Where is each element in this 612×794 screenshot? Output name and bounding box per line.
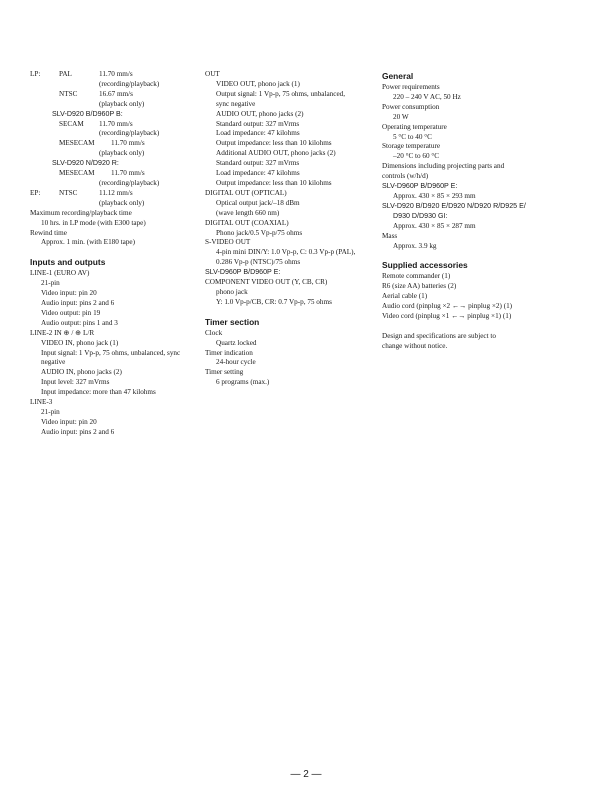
general-line: Mass [382,231,398,240]
accessory-item: Aerial cable (1) [382,292,428,301]
output-line: Y: 1.0 Vp-p/CB, CR: 0.7 Vp-p, 75 ohms [216,297,332,306]
io-line: VIDEO IN, phono jack (1) [41,338,119,347]
io-line: LINE-3 [30,398,53,407]
general-list [382,83,557,251]
speed-system: MESECAM [59,139,95,148]
speed-system: NTSC [59,89,78,98]
accessory-item: R6 (size AA) batteries (2) [382,282,457,291]
speed-row [30,120,195,130]
general-line: Power requirements [382,83,440,91]
io-line: Audio output: pins 1 and 3 [41,318,118,327]
general-line: Dimensions including projecting parts and [382,162,505,171]
page-number: — 2 — [290,769,322,780]
io-line: Input impedance: more than 47 kilohms [41,388,156,397]
accessories-list [382,272,557,322]
output-line: sync negative [216,99,256,108]
general-line: SLV-D960P B/D960P E: [382,182,458,191]
io-line: Audio input: pins 2 and 6 [41,427,115,436]
speed-note: (recording/playback) [99,129,160,138]
speed-note: (recording/playback) [99,79,160,88]
output-line: Standard output: 327 mVrms [216,159,300,168]
io-line: LINE-1 (EURO AV) [30,269,90,278]
timer-line: 6 programs (max.) [216,378,270,387]
io-line: Video input: pin 20 [41,417,97,426]
output-line: Phono jack/0.5 Vp-p/75 ohms [216,228,303,237]
speed-value: 11.70 mm/s [111,169,145,178]
io-line: AUDIO IN, phono jacks (2) [41,368,122,377]
speed-mode [30,120,42,130]
io-line: Video output: pin 19 [41,308,101,317]
output-line: Load impedance: 47 kilohms [216,169,300,178]
general-line: 5 °C to 40 °C [393,132,432,141]
accessory-item: Audio cord (pinplug ×2 ←→ pinplug ×2) (1) [382,302,513,311]
accessories-heading: Supplied accessories [382,260,468,271]
general-line: Approx. 430 × 85 × 287 mm [393,221,476,230]
output-line: COMPONENT VIDEO OUT (Y, CB, CR) [205,278,328,287]
note-line: change without notice. [382,341,448,350]
output-line: 0.286 Vp-p (NTSC)/75 ohms [216,258,301,267]
speed-system: PAL [59,70,72,78]
model-label: SLV-D920 B/D960P B: [52,109,123,118]
spec-note [382,332,557,352]
speed-note: (recording/playback) [99,178,160,187]
speed-note: (playback only) [99,99,145,108]
general-line: Operating temperature [382,122,447,131]
speed-value: 11.70 mm/s [111,139,145,148]
general-line: –20 °C to 60 °C [393,152,440,161]
speed-row [30,169,195,179]
speed-value: 11.70 mm/s [99,119,133,128]
output-line: Output impedance: less than 10 kilohms [216,139,332,148]
speed-row [30,90,195,100]
timer-line: Clock [205,328,223,337]
general-line: 220 – 240 V AC, 50 Hz [393,92,461,101]
general-line: D930 D/D930 GI: [393,211,448,220]
accessory-item: Video cord (pinplug ×1 ←→ pinplug ×1) (1) [382,312,512,321]
timer-line: Timer setting [205,368,244,377]
io-line: LINE-2 IN ⊕ / ⊕ L/R [30,328,95,337]
speed-value: 11.70 mm/s [99,70,133,78]
output-line: S-VIDEO OUT [205,238,251,247]
max-rec-value: 10 hrs. in LP mode (with E300 tape) [41,218,146,227]
outputs-list [205,70,375,308]
speed-value: 16.67 mm/s [99,89,133,98]
speed-mode: LP: [30,70,41,78]
output-line: Output signal: 1 Vp-p, 75 ohms, unbalanced, [216,89,346,98]
column-3 [382,70,557,352]
output-line: Output impedance: less than 10 kilohms [216,178,332,187]
io-line: 21-pin [41,279,60,288]
io-line: Input signal: 1 Vp-p, 75 ohms, unbalanced, sync [41,348,181,357]
general-line: controls (w/h/d) [382,172,429,181]
speed-note: (playback only) [99,149,145,158]
speed-row [30,70,195,80]
inputs-outputs-list [30,269,195,437]
inputs-outputs-heading: Inputs and outputs [30,257,106,268]
output-line: 4-pin mini DIN/Y: 1.0 Vp-p, C: 0.3 Vp-p (PAL), [216,248,356,257]
io-line: negative [41,358,66,367]
timer-list [205,329,375,388]
output-line: Load impedance: 47 kilohms [216,129,300,138]
io-line: Audio input: pins 2 and 6 [41,299,115,308]
output-line: DIGITAL OUT (COAXIAL) [205,218,289,227]
output-line: phono jack [216,287,248,296]
speed-value: 11.12 mm/s [99,188,133,197]
speed-system: MESECAM [59,169,95,178]
output-line: Standard output: 327 mVrms [216,119,300,128]
output-line: VIDEO OUT, phono jack (1) [216,79,300,88]
column-2 [205,70,375,388]
timer-line: Timer indication [205,348,253,357]
speed-mode [30,139,42,149]
speed-mode [30,90,42,100]
output-line: (wave length 660 nm) [216,208,280,217]
output-line: SLV-D960P B/D960P E: [205,268,281,277]
output-line: OUT [205,70,220,78]
output-line: Optical output jack/–18 dBm [216,198,300,207]
model-label: SLV-D920 N/D920 R: [52,159,119,168]
rewind-value: Approx. 1 min. (with E180 tape) [41,238,136,247]
output-line: AUDIO OUT, phono jacks (2) [216,109,304,118]
general-line: 20 W [393,112,409,121]
column-1 [30,70,195,438]
general-line: Storage temperature [382,142,441,151]
tape-speed-table [30,70,195,209]
note-line: Design and specifications are subject to [382,331,496,340]
io-line: Input level: 327 mVrms [41,378,110,387]
general-line: Power consumption [382,102,440,111]
io-line: 21-pin [41,408,60,416]
speed-mode [30,169,42,179]
speed-system: NTSC [59,188,78,197]
timer-line: 24-hour cycle [216,358,256,367]
timer-line: Quartz locked [216,338,257,347]
speed-system: SECAM [59,119,84,128]
speed-note: (playback only) [99,198,145,207]
output-line: DIGITAL OUT (OPTICAL) [205,188,287,197]
accessory-item: Remote commander (1) [382,272,451,281]
speed-row [30,189,195,199]
output-line: Additional AUDIO OUT, phono jacks (2) [216,149,336,158]
speed-row [30,139,195,149]
rewind-title: Rewind time [30,228,67,237]
max-rec-title: Maximum recording/playback time [30,208,132,217]
general-line: Approx. 3.9 kg [393,241,437,250]
general-line: SLV-D920 B/D920 E/D920 N/D920 R/D925 E/ [382,201,526,210]
general-heading: General [382,71,414,81]
speed-mode: EP: [30,188,41,197]
general-line: Approx. 430 × 85 × 293 mm [393,191,476,200]
io-line: Video input: pin 20 [41,289,97,298]
timer-heading: Timer section [205,316,260,327]
